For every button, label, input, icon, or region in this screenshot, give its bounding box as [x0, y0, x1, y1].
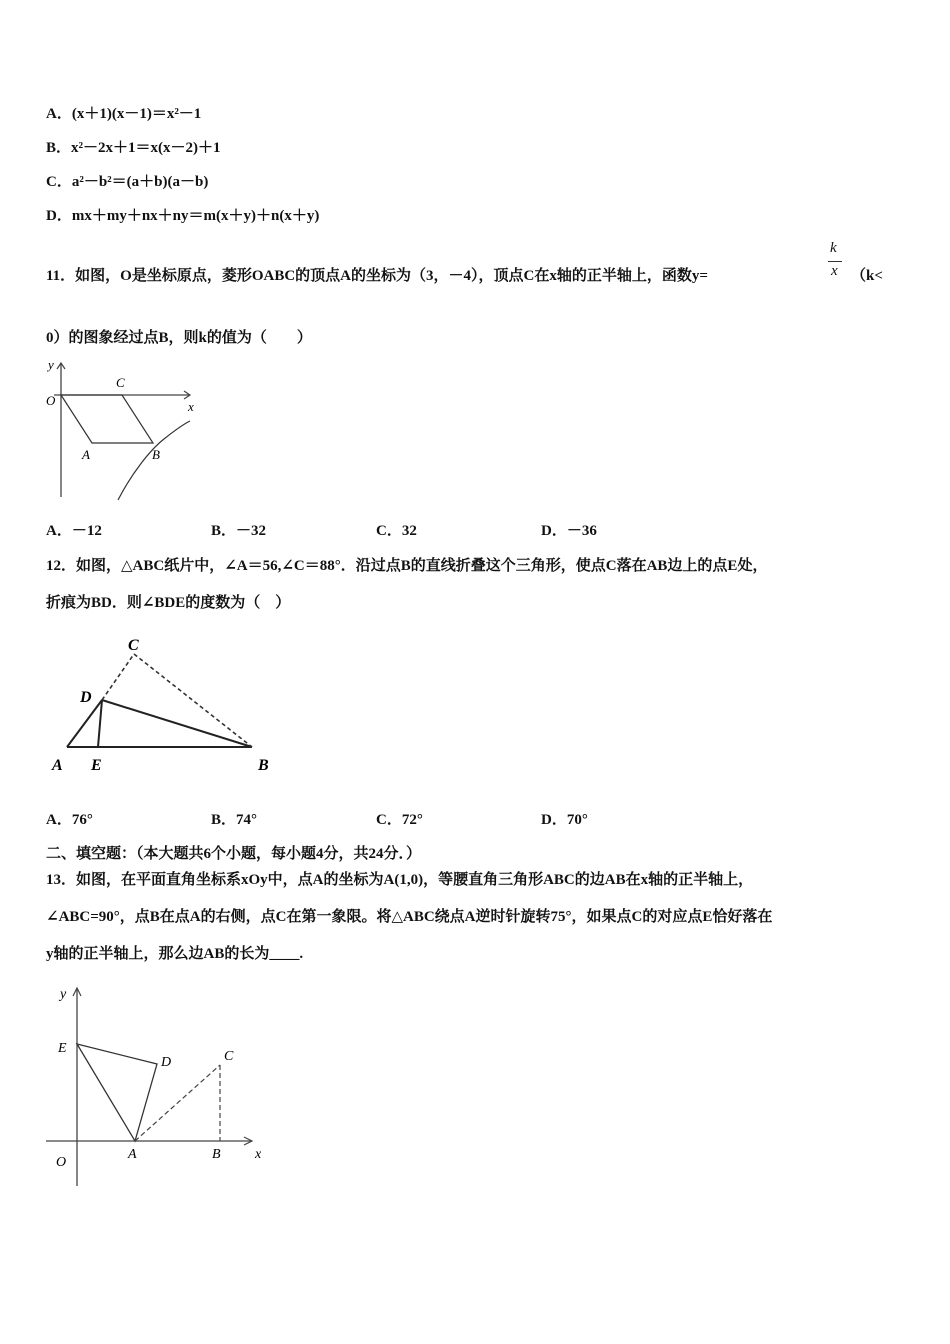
- q11-option-a: A．－12: [46, 523, 102, 539]
- q12-stem-line2: 折痕为BD．则∠BDE的度数为（ ）: [46, 595, 291, 611]
- q11-stem-line1: [46, 264, 708, 285]
- q12-dashed-dc: [102, 654, 134, 700]
- q13-stem-line1: 13．如图，在平面直角坐标系xOy中，点A的坐标为A(1,0)，等腰直角三角形ABC的边AB在x轴的正半轴上，: [46, 872, 754, 888]
- q12-crease-bd: [102, 700, 252, 747]
- q11-stem-text: 11．如图，O是坐标原点，菱形OABC的顶点A的坐标为（3，－4），顶点C在x轴的正半轴上，函数y=: [46, 268, 708, 284]
- q11-rhombus: [61, 395, 153, 443]
- q10-option-a: A．(x＋1)(x－1)＝x²－1: [46, 106, 202, 122]
- q13-stem-line2: ∠ABC=90°，点B在点A的右侧，点C在第一象限。将△ABC绕点A逆时针旋转75°，如果点C的对应点E恰好落在: [46, 909, 773, 925]
- q11-figure: [40, 355, 210, 505]
- q12-option-c: C．72°: [376, 812, 423, 828]
- q13-label-c: C: [224, 1049, 234, 1064]
- q13-label-a: A: [128, 1147, 137, 1162]
- q12-label-e: E: [91, 757, 102, 774]
- q13-label-o: O: [56, 1155, 67, 1170]
- q13-dashed-ac: [135, 1065, 220, 1141]
- q11-fraction-numerator: k: [830, 240, 837, 256]
- q11-label-y: y: [48, 357, 54, 372]
- q12-dashed-cb: [134, 654, 252, 747]
- q12-option-b: B．74°: [211, 812, 258, 828]
- q11-fraction-bar: [828, 261, 842, 262]
- q11-label-a: A: [82, 447, 90, 462]
- q10-option-d: D．mx＋my＋nx＋ny＝m(x＋y)＋n(x＋y): [46, 208, 320, 224]
- q12-label-c: C: [128, 637, 139, 654]
- q13-label-e: E: [58, 1041, 67, 1056]
- q11-label-b: B: [152, 447, 160, 462]
- q10-option-b: B．x²－2x＋1＝x(x－2)＋1: [46, 140, 221, 156]
- q12-label-a: A: [52, 757, 63, 774]
- q12-side-ad: [67, 700, 102, 747]
- q11-label-o: O: [46, 393, 56, 408]
- q11-stem-tail: （k<: [851, 268, 883, 284]
- q13-label-y: y: [60, 987, 67, 1002]
- q10-option-c: C．a²－b²＝(a＋b)(a－b): [46, 174, 209, 190]
- q11-label-c: C: [116, 375, 125, 390]
- q11-option-c: C．32: [376, 523, 417, 539]
- q12-stem-line1: 12．如图，△ABC纸片中，∠A＝56,∠C＝88°．沿过点B的直线折叠这个三角形，使点C落在AB边上的点E处，: [46, 558, 768, 574]
- q12-option-a: A．76°: [46, 812, 93, 828]
- q13-figure: [40, 980, 280, 1195]
- q11-stem-line2: 0）的图象经过点B，则k的值为（ ）: [46, 330, 312, 346]
- q12-segment-de: [98, 700, 102, 747]
- q11-label-x: x: [188, 399, 194, 414]
- q12-label-b: B: [258, 757, 269, 774]
- q11-fraction-denominator: x: [831, 263, 838, 279]
- q12-label-d: D: [80, 689, 92, 706]
- q12-figure: [40, 628, 280, 778]
- q13-label-d: D: [161, 1055, 172, 1070]
- q13-label-b: B: [212, 1147, 221, 1162]
- q12-option-d: D．70°: [541, 812, 588, 828]
- q11-option-d: D．－36: [541, 523, 597, 539]
- q11-option-b: B．－32: [211, 523, 267, 539]
- q13-stem-line3: y轴的正半轴上，那么边AB的长为____.: [46, 946, 304, 962]
- q13-label-x: x: [255, 1147, 262, 1162]
- q13-triangle-aed: [77, 1044, 157, 1141]
- section-heading-fill-in: 二、填空题：（本大题共6个小题，每小题4分，共24分．）: [46, 846, 422, 862]
